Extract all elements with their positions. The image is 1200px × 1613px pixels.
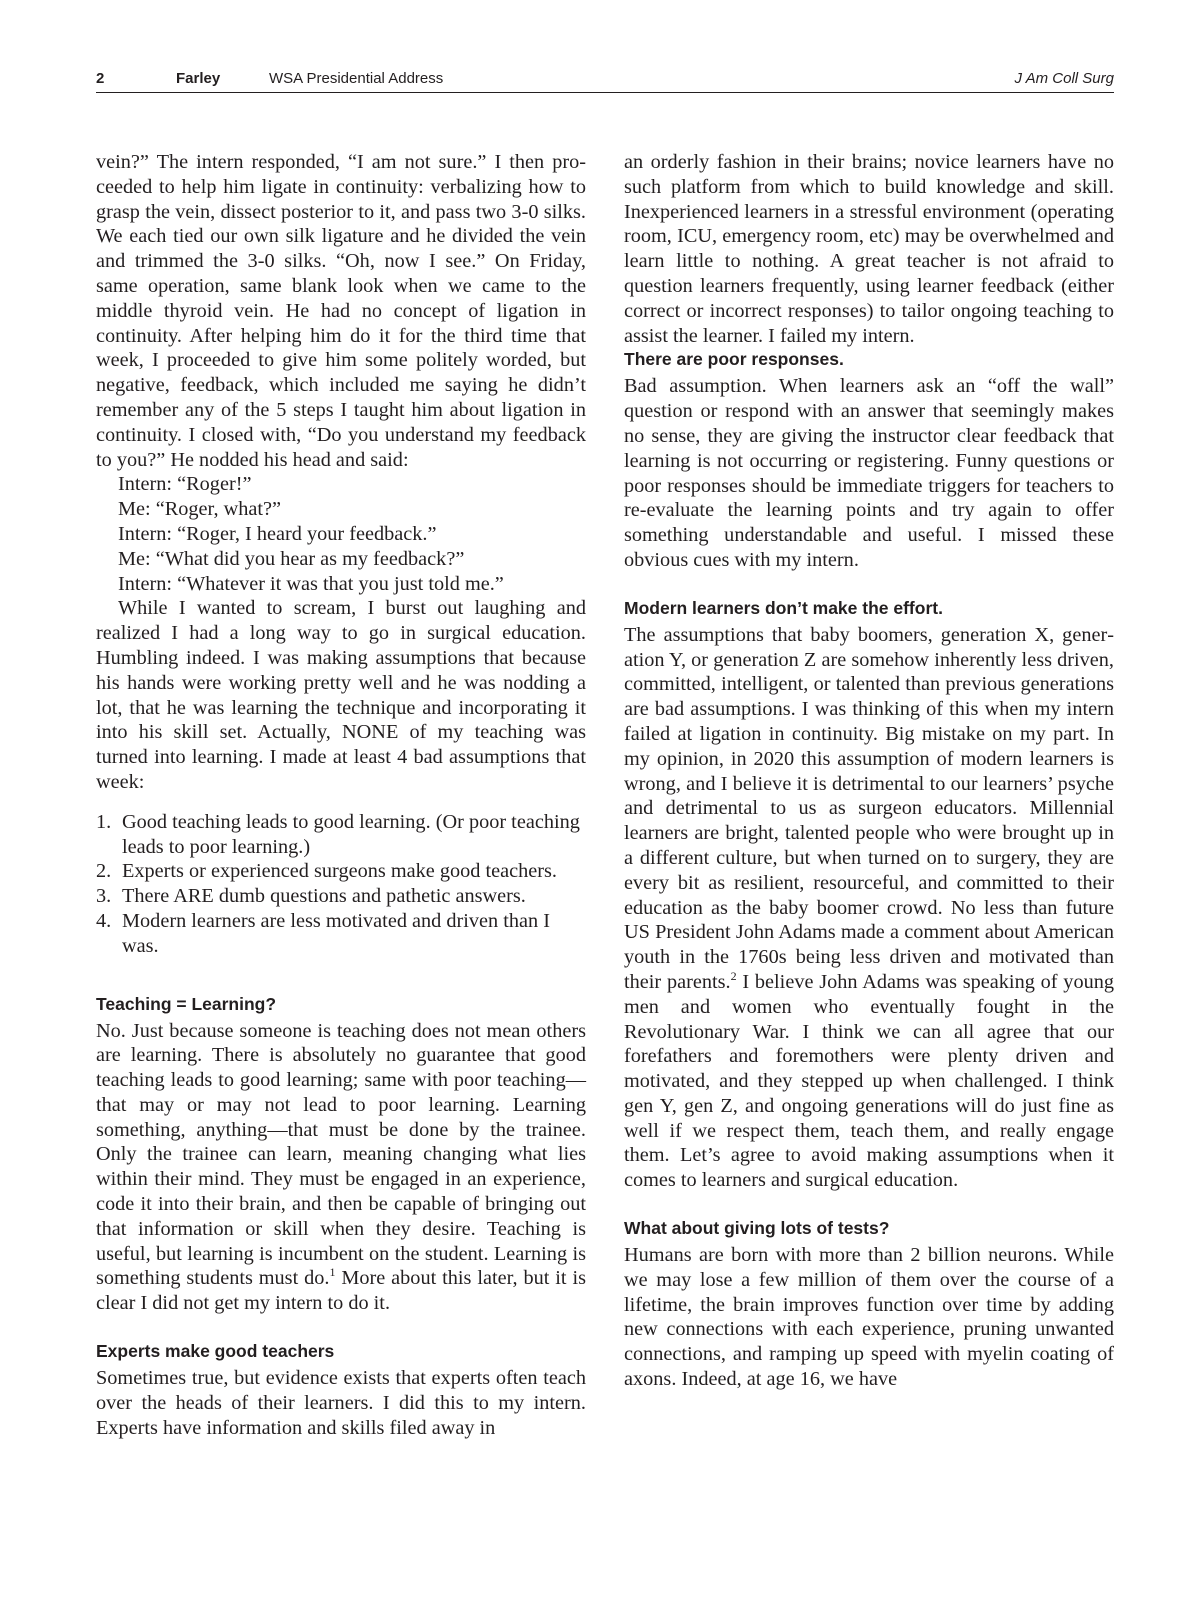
right-column [624, 150, 1114, 1392]
dialogue-line: Me: “What did you hear as my feedback?” [118, 547, 465, 570]
list-text: Experts or experienced surgeons make good teachers. [122, 860, 557, 883]
section-heading-teaching: Teaching = Learning? [96, 993, 277, 1014]
list-item [96, 884, 586, 909]
list-text: Good teaching leads to good learning. (Or poor teaching leads to poor learning.) [122, 810, 580, 858]
list-text: Modern learners are less motivated and driven than I was. [122, 909, 551, 957]
dialogue-line: Me: “Roger, what?” [118, 498, 282, 521]
header-author: Farley [176, 70, 221, 87]
reference-marker: 2 [730, 969, 737, 984]
list-item [96, 810, 586, 860]
paragraph: vein?” The intern responded, “I am not sure.” I then proceeded to help him ligate in continuity: verbalizing how to grasp the vein, dissect posterior to it, and pass two 3-0 silks. We each tied our own silk ligature and he divided the vein and trimmed the 3-0 silks. “Oh, now I see.” On Friday, same operation, same blank look when we came to the middle thyroid vein. He had no concept of ligation in continuity. After helping him do it for the third time that week, I proceeded to give him some politely worded, but negative, feedback, which included me saying he didn’t remember any of the 5 steps I taught him about ligation in continuity. I closed with, “Do you understand my feedback to you?” He nodded his head and said: [96, 151, 586, 471]
paragraph-text: More about this later, but it is clear I did not get my intern to do it. [96, 1267, 586, 1315]
paragraph [96, 1019, 586, 1317]
paragraph: Humans are born with more than 2 billion neurons. While we may lose a few million of them over the course of a lifetime, the brain improves function over time by adding new connections with each experience, pruning unwanted connections, and ramping up speed with myelin coating of axons. Indeed, at age 16, we have [624, 1244, 1114, 1391]
paragraph-text: I believe John Adams was speaking of young men and women who eventually fought in the Revolutionary War. I think we can all agree that our forefathers and foremothers were plenty driven and motivated, and they stepped up when challenged. I think gen Y, gen Z, and ongoing generations will do just fine as well if we respect them, teach them, and really engage them. Let’s agree to avoid making assumptions when it comes to learners and surgical education. [624, 970, 1115, 1192]
paragraph [624, 623, 1114, 1193]
list-item [96, 909, 586, 959]
paragraph: Sometimes true, but evidence exists that experts often teach over the heads of their learners. I did this to my intern. Experts have information and skills filed away in [96, 1367, 586, 1439]
list-number: 1. [96, 810, 112, 833]
section-heading-modern-learners: Modern learners don’t make the effort. [624, 597, 943, 618]
assumptions-list [96, 810, 586, 959]
list-number: 4. [96, 909, 112, 932]
dialogue-line: Intern: “Roger, I heard your feedback.” [118, 522, 437, 545]
list-text: There ARE dumb questions and pathetic answers. [122, 885, 526, 908]
header-journal: J Am Coll Surg [1014, 70, 1114, 87]
running-header [96, 66, 1114, 93]
list-number: 2. [96, 860, 112, 883]
paragraph: an orderly fashion in their brains; novice learners have no such platform from which to build knowledge and skill. Inexperienced learners in a stressful environment (operating room, ICU, emergency room, etc) may be overwhelmed and learn little to nothing. A great teacher is not afraid to question learners frequently, using learner feedback (either correct or incorrect responses) to tailor ongoing teaching to assist the learner. I failed my intern. [624, 151, 1114, 347]
list-number: 3. [96, 885, 112, 908]
header-title: WSA Presidential Address [269, 70, 444, 87]
paragraph: Bad assumption. When learners ask an “off the wall” question or respond with an answer that seemingly makes no sense, they are giving the instructor clear feedback that learning is not occurring or registering. Funny questions or poor responses should be immediate triggers for teachers to re-evaluate the learning points and try again to offer something understandable and useful. I missed these obvious cues with my intern. [624, 375, 1114, 571]
left-column [96, 150, 586, 1440]
dialogue-line: Intern: “Whatever it was that you just told me.” [118, 572, 504, 595]
section-heading-experts: Experts make good teachers [96, 1341, 335, 1362]
dialogue-line: Intern: “Roger!” [118, 473, 252, 496]
list-item [96, 859, 586, 884]
reference-marker: 1 [329, 1265, 336, 1280]
section-heading-tests: What about giving lots of tests? [624, 1218, 890, 1239]
page-number: 2 [96, 70, 105, 87]
paragraph-text: The assumptions that baby boomers, generation X, generation Y, or generation Z are somehow inherently less driven, committed, intelligent, or talented than previous generations are bad assumptions. I was thinking of this when my intern failed at ligation in continuity. Big mistake on my part. In my opinion, in 2020 this assumption of modern learners is wrong, and I believe it is detrimental to our learners’ psyche and detrimental to us as surgeon educators. Millennial learners are bright, talented people who were brought up in a different culture, but when turned on to surgery, they are every bit as resilient, resourceful, and committed to their education as the baby boomer crowd. No less than future US President John Adams made a comment about American youth in the 1760s being less driven and motivated than their parents. [624, 623, 1114, 993]
paragraph-text: No. Just because someone is teaching does not mean others are learning. There is absolutely no guarantee that good teaching leads to good learning; same with poor teaching—that may or may not lead to poor learning. Learning something, anything—that must be done by the trainee. Only the trainee can learn, meaning changing what lies within their mind. They must be engaged in an experience, code it into their brain, and then be capable of bringing out that information or skill when they desire. Teaching is useful, but learning is incumbent on the student. Learning is something students must do. [96, 1019, 586, 1290]
section-heading-poor-responses: There are poor responses. [624, 349, 844, 370]
paragraph: While I wanted to scream, I burst out laughing and realized I had a long way to go in surgical education. Humbling indeed. I was making assumptions that because his hands were working pretty well and he was nodding a lot, that he was learning the technique and incorporating it into his skill set. Actually, NONE of my teaching was turned into learning. I made at least 4 bad assumptions that week: [96, 597, 586, 793]
